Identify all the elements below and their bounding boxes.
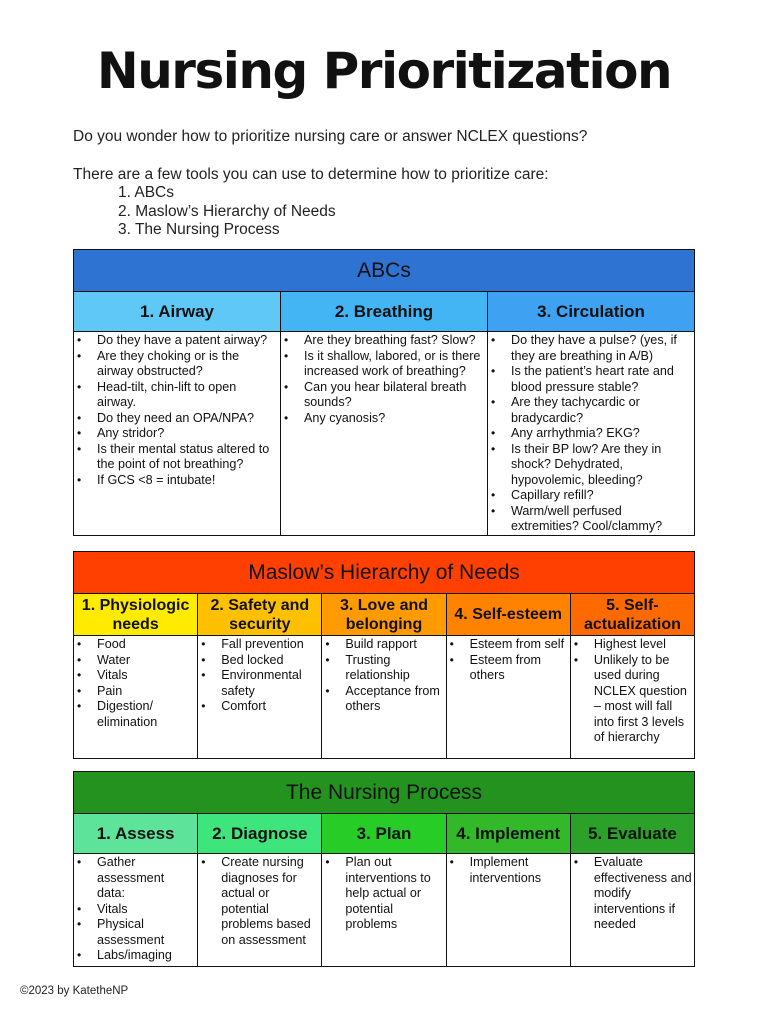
abcs-body (74, 332, 694, 535)
evaluate-list (573, 855, 692, 933)
list-item: • Warm/well perfused extremities? Cool/clammy? (490, 504, 692, 535)
love-list (324, 637, 443, 715)
tools-list (118, 184, 336, 240)
column-header-evaluate: 5. Evaluate (571, 814, 694, 853)
circulation-cell (488, 332, 694, 535)
tool-item: 2. Maslow’s Hierarchy of Needs (118, 202, 336, 220)
airway-list (76, 333, 278, 488)
list-item: • Comfort (200, 699, 319, 715)
list-item: • Do they need an OPA/NPA? (76, 411, 278, 427)
list-item: • Create nursing diagnoses for actual or potential problems based on assessment (200, 855, 319, 948)
self-actualization-list (573, 637, 692, 746)
breathing-cell (281, 332, 488, 535)
list-item: • Esteem from self (449, 637, 568, 653)
intro-question: Do you wonder how to prioritize nursing care or answer NCLEX questions? (73, 128, 588, 145)
process-column-headers (74, 814, 694, 854)
assess-list (76, 855, 195, 964)
list-item: • Is their mental status altered to the point of not breathing? (76, 442, 278, 473)
list-item: • Unlikely to be used during NCLEX question – most will fall into first 3 levels of hierarchy (573, 653, 692, 746)
list-item: • Vitals (76, 902, 195, 918)
list-item: • Environmental safety (200, 668, 319, 699)
list-item: • Pain (76, 684, 195, 700)
breathing-list (283, 333, 485, 426)
list-item: • Acceptance from others (324, 684, 443, 715)
list-item: • Any stridor? (76, 426, 278, 442)
assess-cell (74, 854, 198, 966)
page-title: Nursing Prioritization (96, 42, 672, 100)
abcs-column-headers (74, 292, 694, 332)
process-header: The Nursing Process (74, 772, 694, 814)
process-body (74, 854, 694, 966)
list-item: • Is the patient’s heart rate and blood pressure stable? (490, 364, 692, 395)
column-header-plan: 3. Plan (322, 814, 446, 853)
column-header-implement: 4. Implement (447, 814, 571, 853)
list-item: • Are they choking or is the airway obstructed? (76, 349, 278, 380)
copyright-footer: ©2023 by KatetheNP (20, 985, 129, 997)
maslow-header: Maslow’s Hierarchy of Needs (74, 552, 694, 594)
column-header-self-actualization: 5. Self-actualization (571, 594, 694, 635)
list-item: • Gather assessment data: (76, 855, 195, 902)
list-item: • Do they have a pulse? (yes, if they are breathing in A/B) (490, 333, 692, 364)
list-item: • Any arrhythmia? EKG? (490, 426, 692, 442)
tool-item: 1. ABCs (118, 184, 174, 201)
safety-list (200, 637, 319, 715)
maslow-table (73, 551, 695, 759)
list-item: • If GCS <8 = intubate! (76, 473, 278, 489)
column-header-airway: 1. Airway (74, 292, 281, 331)
evaluate-cell (571, 854, 694, 966)
maslow-body (74, 636, 694, 758)
list-item: • Are they tachycardic or bradycardic? (490, 395, 692, 426)
plan-cell (322, 854, 446, 966)
list-item: • Are they breathing fast? Slow? (283, 333, 485, 349)
list-item: • Esteem from others (449, 653, 568, 684)
list-item: • Capillary refill? (490, 488, 692, 504)
list-item: • Evaluate effectiveness and modify interventions if needed (573, 855, 692, 933)
list-item: • Head-tilt, chin-lift to open airway. (76, 380, 278, 411)
list-item: • Physical assessment (76, 917, 195, 948)
love-cell (322, 636, 446, 758)
list-item: • Do they have a patent airway? (76, 333, 278, 349)
abcs-table (73, 249, 695, 536)
column-header-physiologic: 1. Physiologic needs (74, 594, 198, 635)
list-item: • Water (76, 653, 195, 669)
list-item: • Plan out interventions to help actual or potential problems (324, 855, 443, 933)
diagnose-list (200, 855, 319, 948)
list-item: • Is it shallow, labored, or is there increased work of breathing? (283, 349, 485, 380)
list-item: • Highest level (573, 637, 692, 653)
list-item: • Food (76, 637, 195, 653)
self-esteem-cell (447, 636, 571, 758)
column-header-self-esteem: 4. Self-esteem (447, 594, 571, 635)
diagnose-cell (198, 854, 322, 966)
list-item: • Implement interventions (449, 855, 568, 886)
list-item: • Build rapport (324, 637, 443, 653)
list-item: • Can you hear bilateral breath sounds? (283, 380, 485, 411)
column-header-love: 3. Love and belonging (322, 594, 446, 635)
tool-item: 3. The Nursing Process (118, 221, 280, 238)
safety-cell (198, 636, 322, 758)
airway-cell (74, 332, 281, 535)
plan-list (324, 855, 443, 933)
nursing-process-table (73, 771, 695, 967)
column-header-assess: 1. Assess (74, 814, 198, 853)
implement-cell (447, 854, 571, 966)
column-header-safety: 2. Safety and security (198, 594, 322, 635)
implement-list (449, 855, 568, 886)
maslow-column-headers (74, 594, 694, 636)
intro-tools-lead: There are a few tools you can use to determine how to prioritize care: (73, 166, 549, 183)
list-item: • Vitals (76, 668, 195, 684)
list-item: • Digestion/ elimination (76, 699, 195, 730)
physiologic-list (76, 637, 195, 730)
list-item: • Fall prevention (200, 637, 319, 653)
self-esteem-list (449, 637, 568, 684)
column-header-diagnose: 2. Diagnose (198, 814, 322, 853)
list-item: • Labs/imaging (76, 948, 195, 964)
list-item: • Trusting relationship (324, 653, 443, 684)
physiologic-cell (74, 636, 198, 758)
column-header-circulation: 3. Circulation (488, 292, 694, 331)
column-header-breathing: 2. Breathing (281, 292, 488, 331)
circulation-list (490, 333, 692, 535)
abcs-header: ABCs (74, 250, 694, 292)
list-item: • Is their BP low? Are they in shock? Dehydrated, hypovolemic, bleeding? (490, 442, 692, 489)
list-item: • Any cyanosis? (283, 411, 485, 427)
self-actualization-cell (571, 636, 694, 758)
list-item: • Bed locked (200, 653, 319, 669)
